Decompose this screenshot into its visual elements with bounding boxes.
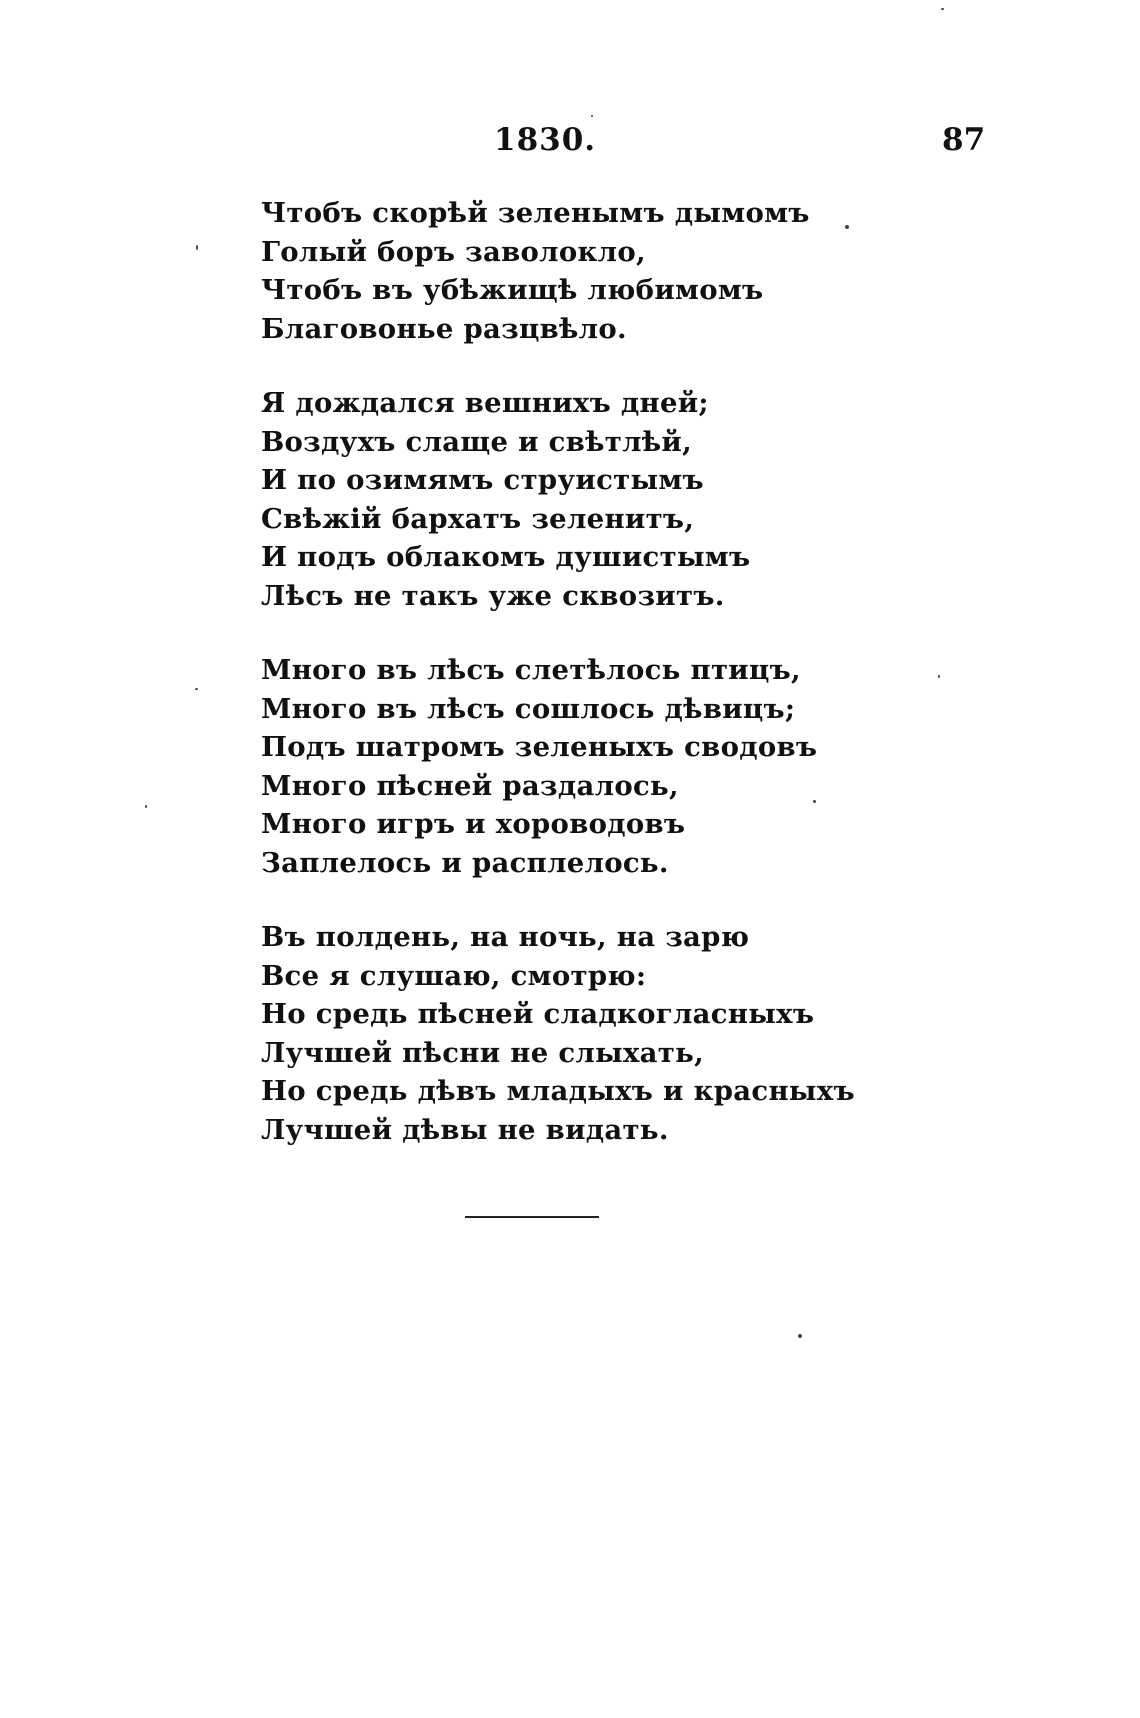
stanza-3 [261, 651, 841, 882]
poem-line: Благовонье разцвѣло. [261, 312, 627, 345]
poem-line: Свѣжій бархатъ зеленитъ, [261, 502, 695, 535]
scan-speck [196, 245, 198, 250]
poem-body [261, 194, 855, 1185]
scan-speck [813, 800, 816, 803]
poem-line: Въ полдень, на ночь, на зарю [261, 921, 750, 953]
poem-line: Заплелось и расплелось. [261, 846, 669, 879]
poem-line: Чтобъ скорѣй зеленымъ дымомъ [261, 197, 810, 229]
poem-line: Все я слушаю, смотрю: [261, 959, 647, 992]
poem-line: Но средь пѣсней сладкогласныхъ [261, 998, 815, 1030]
end-rule [465, 1216, 599, 1218]
poem-line: И подъ облакомъ душистымъ [261, 541, 751, 573]
scan-speck [798, 1334, 802, 1338]
running-header-year: 1830. [494, 122, 597, 158]
poem-line: Лучшей дѣвы не видать. [261, 1113, 669, 1146]
scan-speck [938, 675, 940, 678]
scan-speck [845, 225, 849, 229]
poem-line: Много въ лѣсъ сошлось дѣвицъ; [261, 692, 796, 725]
poem-line: Голый боръ заволокло, [261, 235, 646, 268]
poem-line: Лучшей пѣсни не слыхать, [261, 1036, 704, 1069]
page-number: 87 [942, 122, 986, 158]
poem-line: И по озимямъ струистымъ [261, 464, 704, 496]
poem-line: Чтобъ въ убѣжищѣ любимомъ [261, 274, 764, 306]
stanza-1 [261, 194, 841, 348]
scan-speck [145, 805, 147, 808]
poem-line: Много пѣсней раздалось, [261, 769, 679, 802]
scan-speck [195, 688, 198, 690]
scan-speck [941, 8, 944, 10]
poem-line: Много въ лѣсъ слетѣлось птицъ, [261, 654, 801, 686]
poem-line: Много игръ и хороводовъ [261, 808, 686, 840]
stanza-4 [261, 918, 855, 1149]
poem-line: Подъ шатромъ зеленыхъ сводовъ [261, 731, 818, 763]
stanza-2 [261, 384, 841, 615]
poem-line: Лѣсъ не такъ уже сквозитъ. [261, 579, 725, 612]
poem-line: Но средь дѣвъ младыхъ и красныхъ [261, 1075, 855, 1107]
scan-speck [591, 115, 593, 117]
poem-line: Я дождался вешнихъ дней; [261, 387, 709, 419]
poem-line: Воздухъ слаще и свѣтлѣй, [261, 425, 693, 458]
